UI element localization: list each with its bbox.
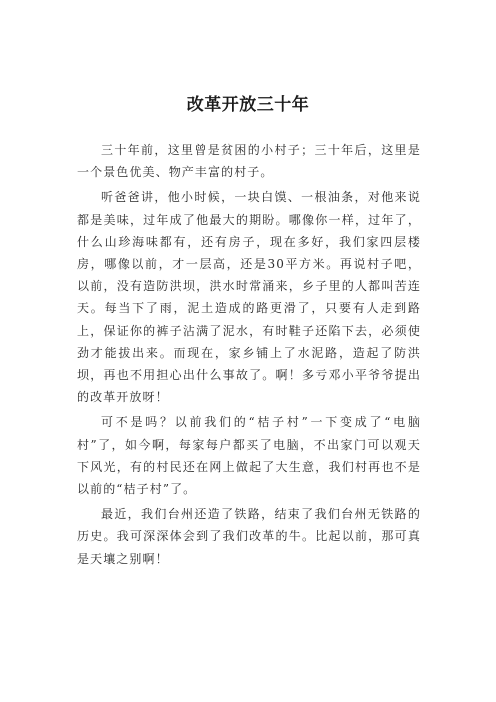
document-body — [77, 139, 421, 573]
paragraph: 听爸爸讲，他小时候，一块白馍、一根油条，对他来说都是美味，过年成了他最大的期盼。哪像你一样，过年了，什么山珍海味都有，还有房子，现在多好，我们家四层楼房，哪像以前，才一层高，还是30平方米。再说村子吧，以前，没有造防洪坝，洪水时常涌来，乡子里的人都叫苦连天。每当下了雨，泥土造成的路更滑了，只要有人走到路上，保证你的裤子沾满了泥水，有时鞋子还陷下去，必须使劲才能拔出来。而现在，家乡铺上了水泥路，造起了防洪坝，再也不用担心出什么事故了。啊！多亏邓小平爷爷提出的改革开放呀！ — [77, 190, 421, 405]
paragraph: 最近，我们台州还造了铁路，结束了我们台州无铁路的历史。我可深深体会到了我们改革的牛。比起以前，那可真是天壤之别啊！ — [77, 507, 421, 566]
paragraph: 三十年前，这里曾是贫困的小村子；三十年后，这里是一个景色优美、物产丰富的村子。 — [77, 143, 421, 180]
paragraph: 可不是吗？以前我们的“桔子村”一下变成了“电脑村”了，如今啊，每家每户都买了电脑，不出家门可以观天下风光，有的村民还在网上做起了大生意，我们村再也不是以前的“桔子村”了。 — [77, 415, 421, 497]
document-title: 改革开放三十年 — [186, 95, 310, 115]
